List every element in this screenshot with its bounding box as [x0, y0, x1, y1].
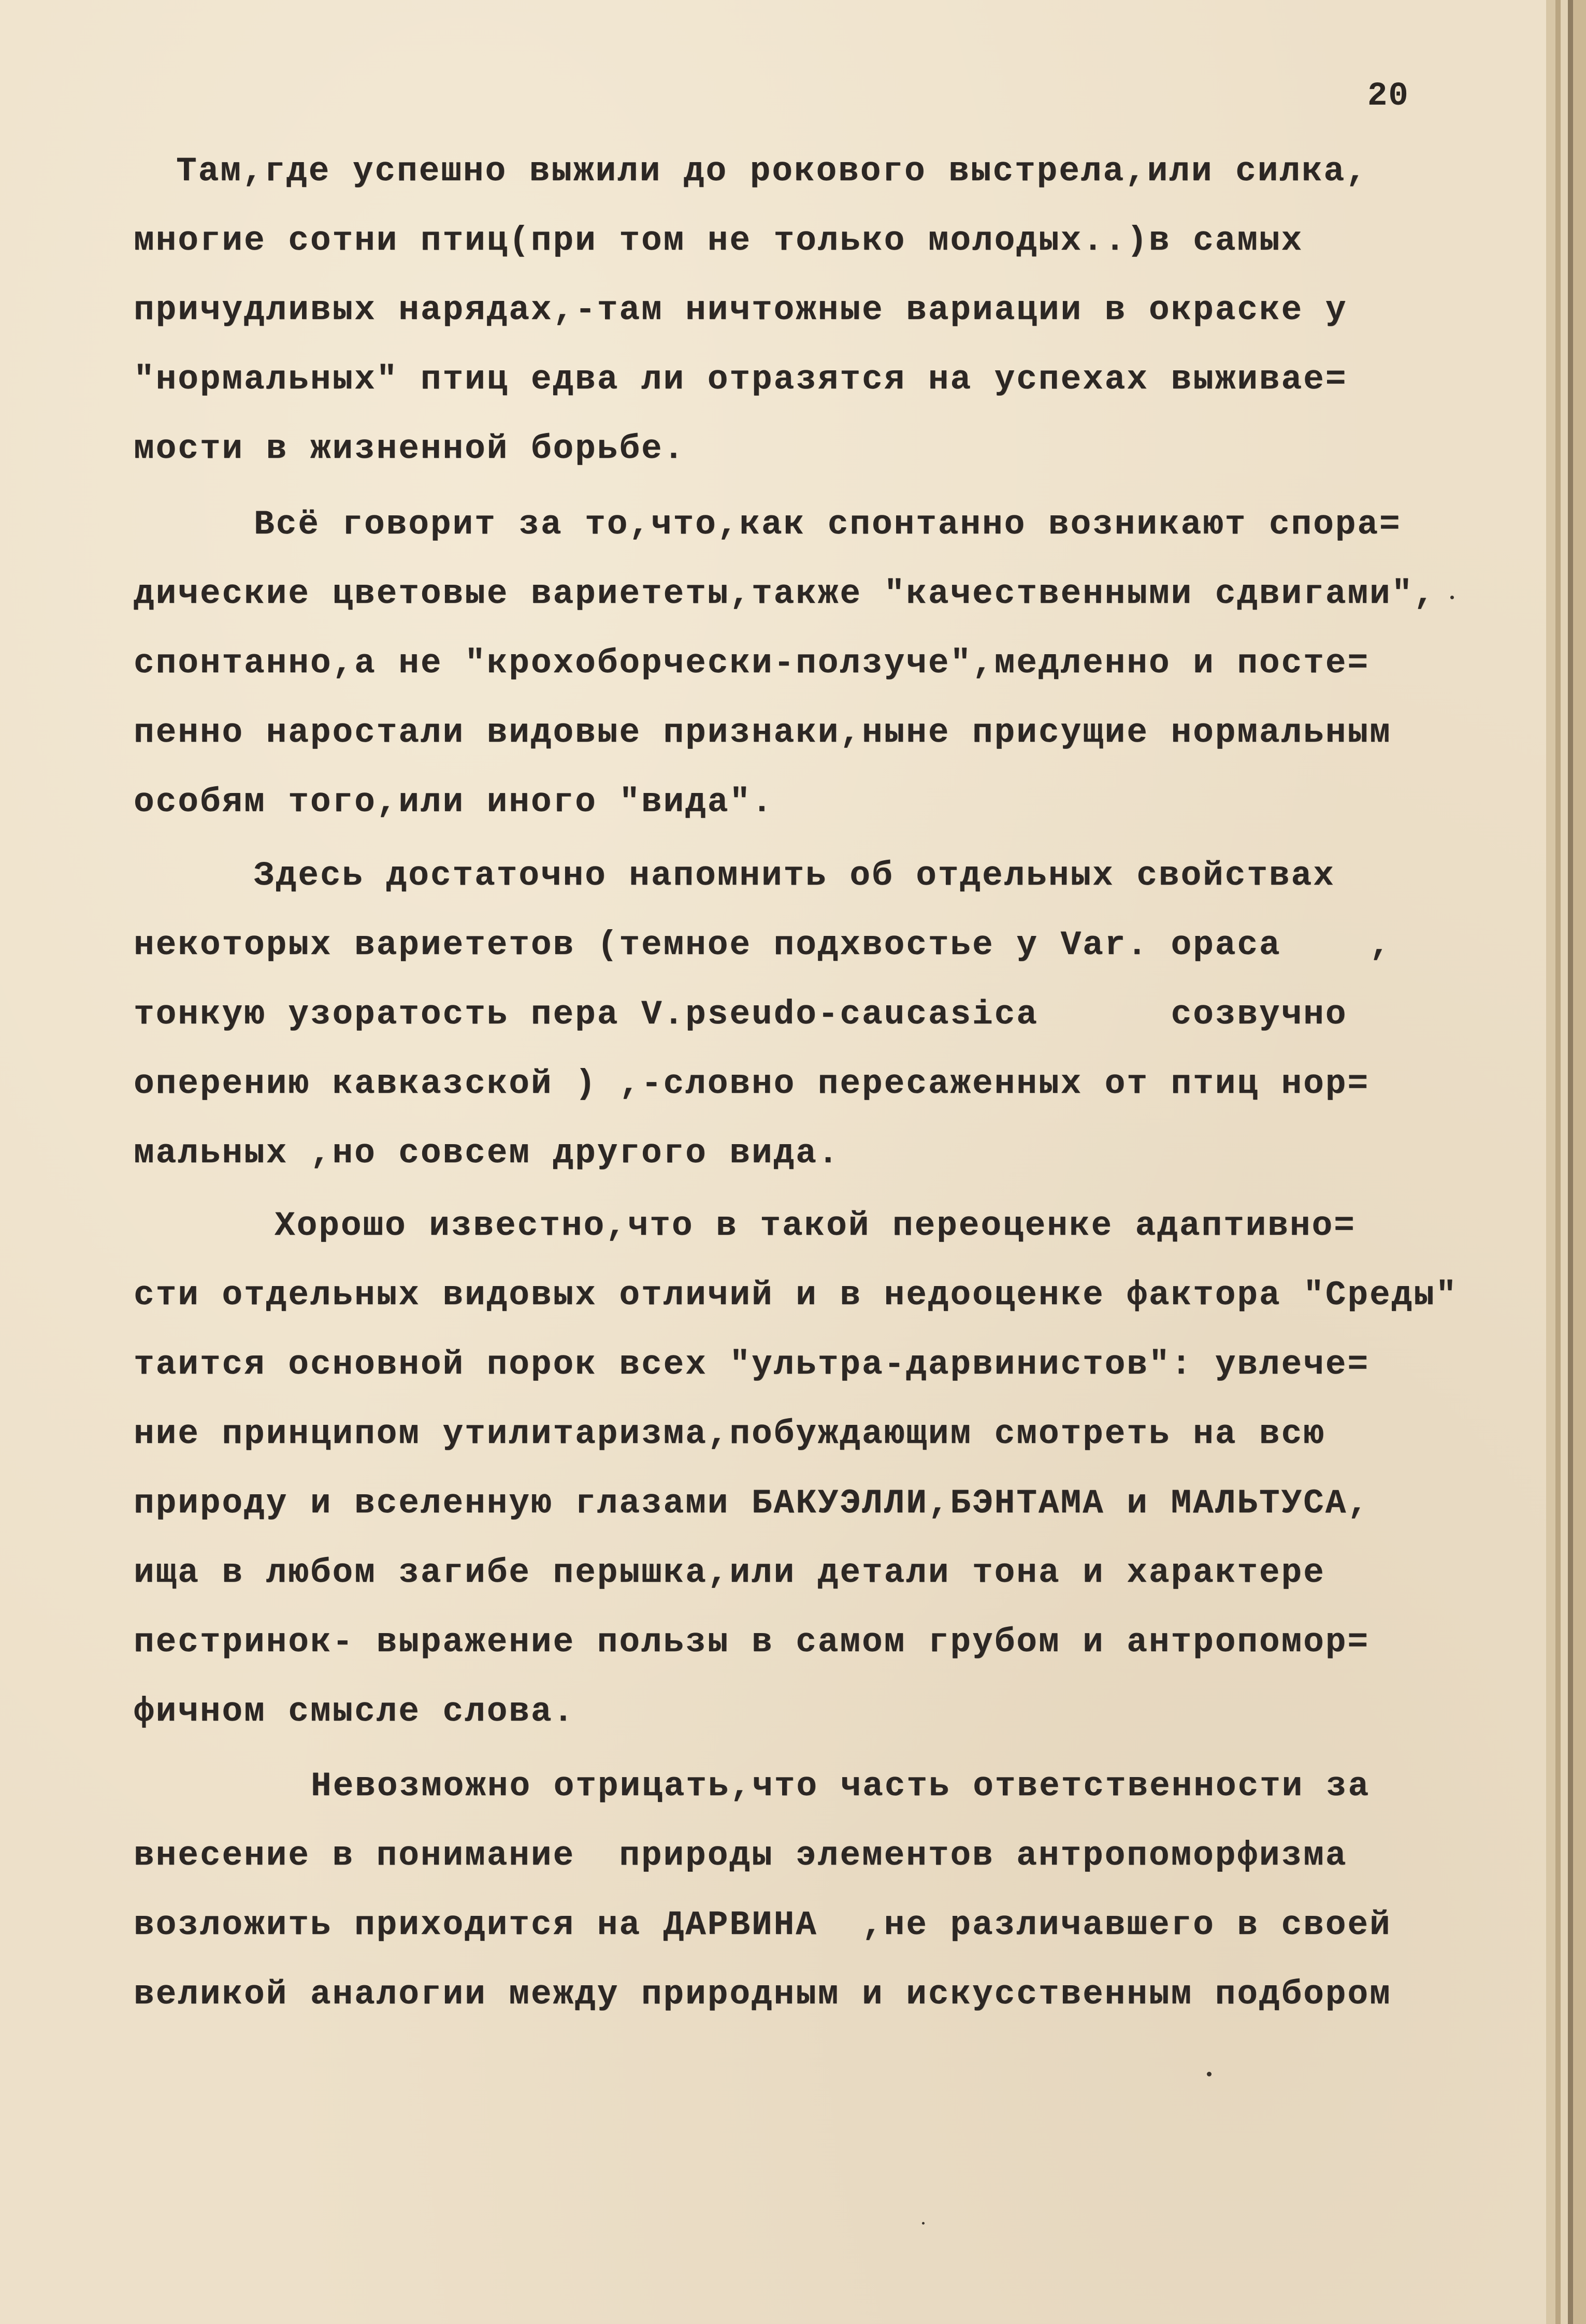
ink-speck	[1450, 596, 1454, 599]
text-line: сти отдельных видовых отличий и в недооценке фактора "Среды"	[134, 1276, 1458, 1315]
text-line: возложить приходится на ДАРВИНА ,не различавшего в своей	[134, 1906, 1392, 1944]
text-line: оперению кавказской ) ,-словно пересаженных от птиц нор=	[134, 1064, 1369, 1103]
text-line: Здесь достаточно напомнить об отдельных свойствах	[254, 856, 1335, 895]
page-number: 20	[1367, 78, 1409, 115]
text-line: ние принципом утилитаризма,побуждающим смотреть на всю	[134, 1414, 1325, 1453]
text-line: мальных ,но совсем другого вида.	[134, 1134, 840, 1173]
text-line: особям того,или иного "вида".	[134, 783, 774, 821]
text-line: природу и вселенную глазами БАКУЭЛЛИ,БЭНТАМА и МАЛЬТУСА,	[134, 1484, 1369, 1523]
text-line: некоторых вариететов (темное подхвостье у Var. opaca ,	[134, 926, 1392, 964]
page-edge	[1568, 0, 1573, 2324]
text-line: таится основной порок всех "ультра-дарвинистов": увлече=	[134, 1345, 1369, 1384]
text-line: великой аналогии между природным и искусственным подбором	[134, 1975, 1392, 2014]
text-line: внесение в понимание природы элементов антропоморфизма	[134, 1836, 1348, 1875]
text-line: Всё говорит за то,что,как спонтанно возникают спора=	[254, 505, 1402, 544]
text-line: спонтанно,а не "крохоборчески-ползуче",медленно и посте=	[134, 644, 1369, 683]
page-edge	[1546, 0, 1555, 2324]
text-line: Там,где успешно выжили до рокового выстрела,или силка,	[176, 152, 1368, 191]
text-line: многие сотни птиц(при том не только молодых..)в самых	[134, 221, 1304, 260]
text-line: ища в любом загибе перышка,или детали тона и характере	[134, 1553, 1325, 1592]
text-line: "нормальных" птиц едва ли отразятся на успехах выживае=	[134, 360, 1348, 399]
text-line: фичном смысле слова.	[134, 1692, 575, 1731]
page-edge	[1573, 0, 1586, 2324]
text-line: причудливых нарядах,-там ничтожные вариации в окраске у	[134, 291, 1348, 329]
ink-speck	[922, 2222, 925, 2225]
ink-speck	[1207, 2072, 1212, 2076]
page-edge	[1555, 0, 1561, 2324]
text-line: пестринок- выражение пользы в самом грубом и антропомор=	[134, 1623, 1369, 1662]
page-edge	[1561, 0, 1568, 2324]
text-line: Хорошо известно,что в такой переоценке адаптивно=	[275, 1206, 1356, 1245]
text-line: мости в жизненной борьбе.	[134, 429, 686, 468]
text-line: дические цветовые вариететы,также "качественными сдвигами",	[134, 574, 1436, 613]
text-line: тонкую узоратость пера V.pseudo-caucasica созвучно	[134, 995, 1348, 1034]
text-line: Невозможно отрицать,что часть ответственности за	[311, 1767, 1371, 1806]
text-line: пенно наростали видовые признаки,ныне присущие нормальным	[134, 713, 1392, 752]
